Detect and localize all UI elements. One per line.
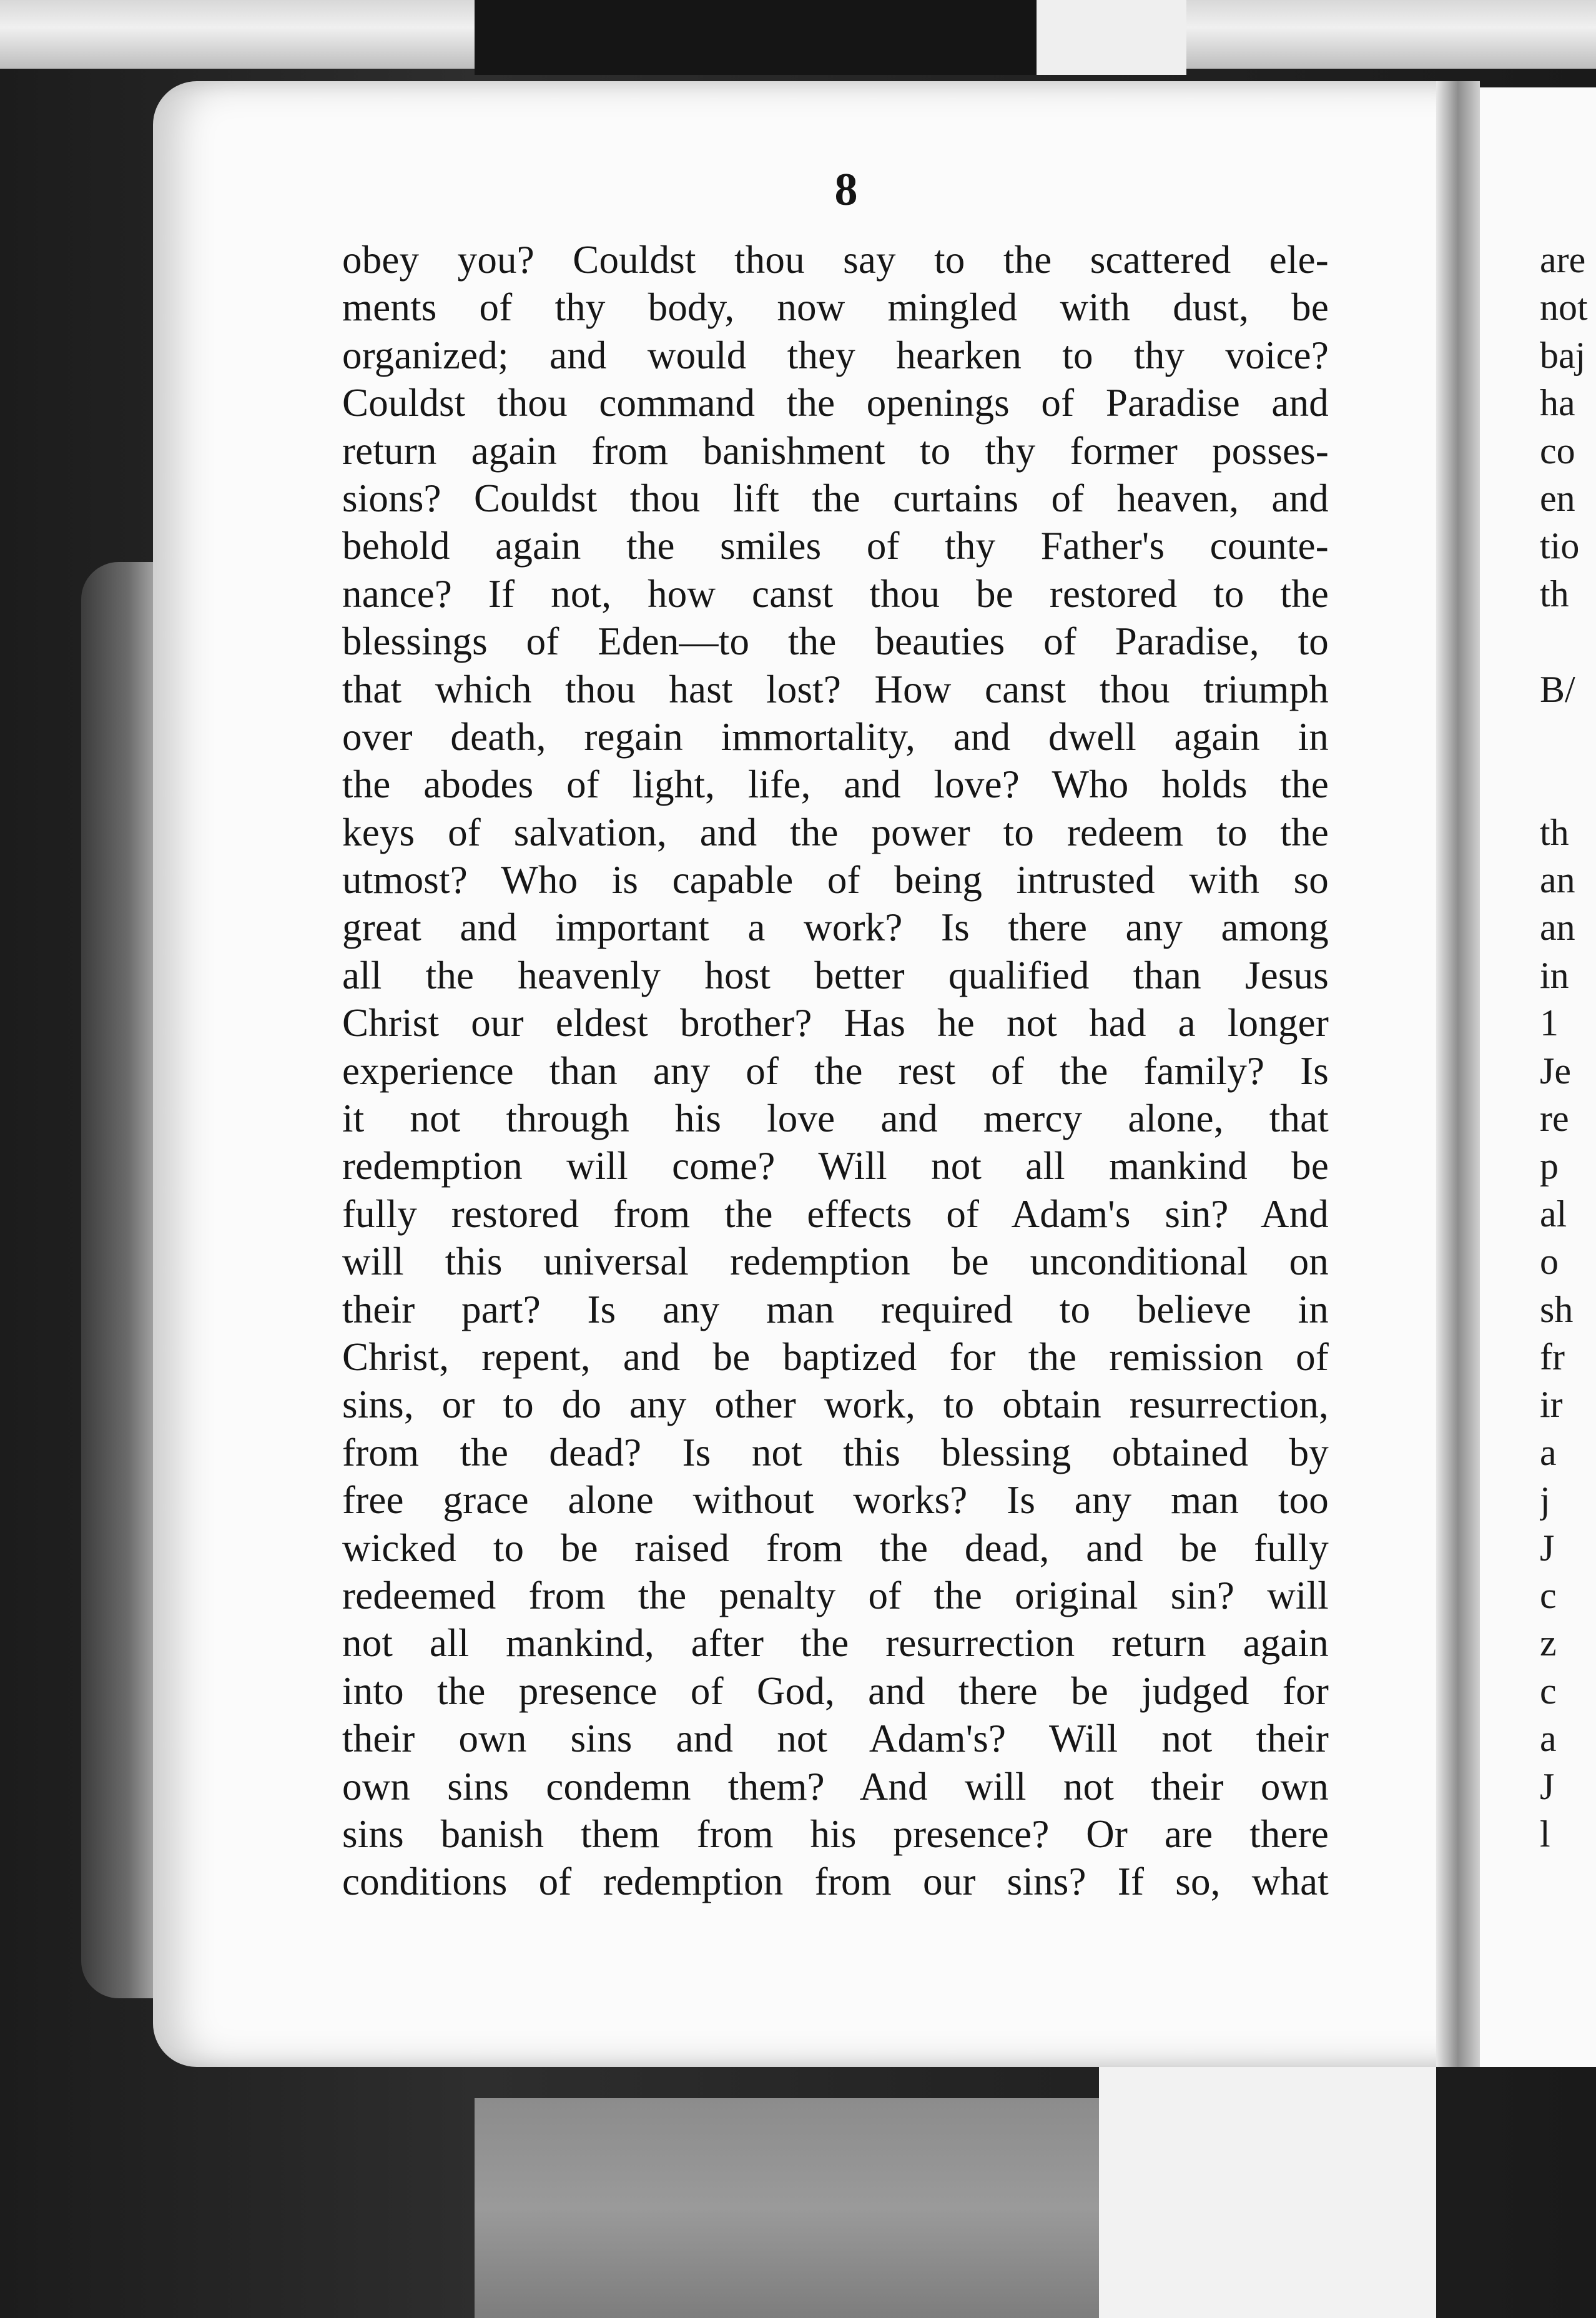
page-body-text — [342, 236, 1329, 1906]
fragment-line: o — [1540, 1241, 1559, 1283]
fragment-line: th — [1540, 573, 1569, 614]
text-line: nance? If not, how canst thou be restored to the — [342, 571, 1329, 616]
text-line: wicked to be raised from the dead, and be fully — [342, 1526, 1329, 1570]
text-line: great and important a work? Is there any among — [342, 905, 1329, 950]
fragment-line: z — [1540, 1622, 1557, 1664]
text-line: ments of thy body, now mingled with dust, be — [342, 285, 1329, 330]
text-line: organized; and would they hearken to thy voice? — [342, 333, 1329, 377]
text-line: from the dead? Is not this blessing obtained by — [342, 1430, 1329, 1474]
fragment-line: Je — [1540, 1050, 1571, 1092]
text-line: the abodes of light, life, and love? Who holds the — [342, 762, 1329, 807]
fragment-line: en — [1540, 477, 1575, 519]
book-gutter — [1436, 81, 1480, 2067]
fragment-line: are — [1540, 239, 1586, 280]
text-line: free grace alone without works? Is any man too — [342, 1478, 1329, 1522]
right-page-fragments — [1540, 236, 1596, 1858]
text-line: that which thou hast lost? How canst thou triumph — [342, 667, 1329, 711]
text-line: sins, or to do any other work, to obtain resurrection, — [342, 1383, 1329, 1427]
text-line: keys of salvation, and the power to redeem to the — [342, 810, 1329, 854]
fragment-line: fr — [1540, 1336, 1565, 1378]
fragment-line — [1540, 713, 1596, 761]
text-line: sions? Couldst thou lift the curtains of heaven, and — [342, 476, 1329, 520]
text-line: Couldst thou command the openings of Paradise and — [342, 381, 1329, 425]
text-line: will this universal redemption be unconditional on — [342, 1240, 1329, 1284]
fragment-line: in — [1540, 954, 1569, 996]
fragment-line: J — [1540, 1527, 1555, 1569]
fragment-line: a — [1540, 1718, 1557, 1760]
top-light-band — [1037, 0, 1186, 75]
text-line: utmost? Who is capable of being intrusted with so — [342, 858, 1329, 902]
text-line: conditions of redemption from our sins? If so, what — [342, 1860, 1329, 1904]
fragment-line: c — [1540, 1574, 1557, 1616]
bottom-light-band — [1099, 2054, 1436, 2318]
fragment-line: th — [1540, 811, 1569, 853]
fragment-line: re — [1540, 1098, 1569, 1140]
fragment-line: a — [1540, 1431, 1557, 1473]
fragment-line: J — [1540, 1765, 1555, 1807]
bottom-scan-strip — [475, 2098, 1161, 2318]
page-number: 8 — [834, 164, 858, 215]
fragment-line: sh — [1540, 1288, 1574, 1330]
text-line: redemption will come? Will not all mankind be — [342, 1144, 1329, 1188]
fragment-line: co — [1540, 430, 1575, 471]
fragment-line: baj — [1540, 334, 1586, 376]
text-line: all the heavenly host better qualified than Jesus — [342, 953, 1329, 997]
fragment-line: p — [1540, 1145, 1559, 1187]
fragment-line: l — [1540, 1813, 1550, 1855]
text-line: their part? Is any man required to believe in — [342, 1287, 1329, 1331]
fragment-line: an — [1540, 859, 1575, 901]
text-line: over death, regain immortality, and dwell again in — [342, 714, 1329, 759]
text-line: own sins condemn them? And will not their own — [342, 1764, 1329, 1808]
text-line: redeemed from the penalty of the original sin? will — [342, 1573, 1329, 1617]
fragment-line: an — [1540, 907, 1575, 949]
text-line: behold again the smiles of thy Father's counte- — [342, 524, 1329, 568]
fragment-line: B/ — [1540, 668, 1575, 710]
fragment-line — [1540, 761, 1596, 808]
text-line: sins banish them from his presence? Or are there — [342, 1812, 1329, 1856]
text-line: into the presence of God, and there be judged for — [342, 1669, 1329, 1713]
fragment-line: c — [1540, 1670, 1557, 1712]
text-line: fully restored from the effects of Adam's sin? And — [342, 1191, 1329, 1236]
text-line: their own sins and not Adam's? Will not their — [342, 1717, 1329, 1761]
fragment-line — [1540, 618, 1596, 665]
fragment-line: 1 — [1540, 1002, 1559, 1044]
fragment-line: j — [1540, 1479, 1550, 1521]
text-line: return again from banishment to thy former posses- — [342, 428, 1329, 473]
fragment-line: tio — [1540, 525, 1580, 567]
text-line: experience than any of the rest of the family? Is — [342, 1048, 1329, 1093]
text-line: obey you? Couldst thou say to the scattered ele- — [342, 238, 1329, 282]
fragment-line: not — [1540, 287, 1588, 328]
fragment-line: ir — [1540, 1384, 1563, 1426]
fragment-line: al — [1540, 1193, 1567, 1235]
text-line: Christ our eldest brother? Has he not had a longer — [342, 1001, 1329, 1045]
fragment-line: ha — [1540, 382, 1575, 424]
text-line: blessings of Eden—to the beauties of Paradise, to — [342, 619, 1329, 664]
text-line: it not through his love and mercy alone, that — [342, 1097, 1329, 1141]
top-dark-band — [475, 0, 1037, 75]
text-line: not all mankind, after the resurrection return again — [342, 1621, 1329, 1665]
text-line: Christ, repent, and be baptized for the remission of — [342, 1334, 1329, 1379]
